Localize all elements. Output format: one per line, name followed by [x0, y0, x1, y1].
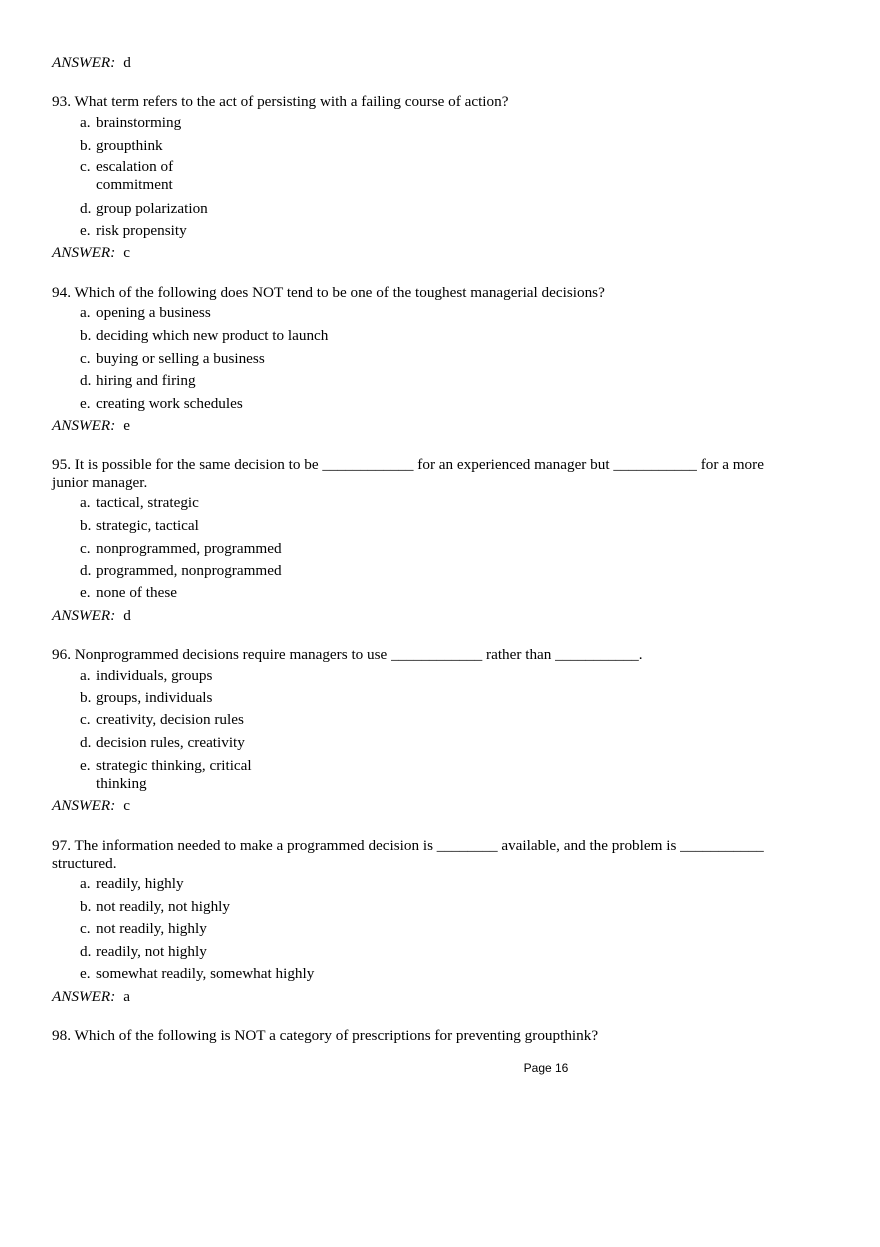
answer-value: d — [123, 54, 131, 71]
answer-label: ANSWER: — [52, 54, 116, 71]
q95-option-e: e. none of these — [80, 584, 177, 601]
q93-option-b: b. groupthink — [80, 137, 163, 154]
answer-95: ANSWER: d — [52, 607, 131, 624]
q96-option-d: d. decision rules, creativity — [80, 734, 245, 751]
q96-option-b: b. groups, individuals — [80, 689, 213, 706]
question-97: 97. The information needed to make a programmed decision is ________ available, and the problem is ___________ structured. — [52, 837, 764, 872]
q96-option-a: a. individuals, groups — [80, 667, 213, 684]
q95-option-c: c. nonprogrammed, programmed — [80, 540, 282, 557]
answer-96: ANSWER: c — [52, 797, 131, 814]
q97-option-e: e. somewhat readily, somewhat highly — [80, 965, 315, 982]
q93-option-d: d. group polarization — [80, 200, 208, 217]
q95-option-a: a. tactical, strategic — [80, 494, 199, 511]
q94-option-a: a. opening a business — [80, 304, 211, 321]
q95-option-d: d. programmed, nonprogrammed — [80, 562, 282, 579]
q93-option-e: e. risk propensity — [80, 222, 187, 239]
q94-option-b: b. deciding which new product to launch — [80, 327, 329, 344]
q93-option-a: a. brainstorming — [80, 114, 182, 131]
page-number: Page 16 — [523, 1061, 569, 1075]
answer-93: ANSWER: c — [52, 244, 131, 261]
q97-option-c: c. not readily, highly — [80, 920, 207, 937]
q93-option-c: c. escalation of commitment — [80, 158, 174, 193]
question-93: 93. What term refers to the act of persisting with a failing course of action? — [52, 93, 509, 110]
q94-option-d: d. hiring and firing — [80, 372, 196, 389]
q97-option-b: b. not readily, not highly — [80, 898, 230, 915]
q97-option-a: a. readily, highly — [80, 875, 184, 892]
question-94: 94. Which of the following does NOT tend to be one of the toughest managerial decisions? — [52, 284, 605, 301]
question-96: 96. Nonprogrammed decisions require managers to use ____________ rather than ___________. — [52, 646, 643, 663]
question-98: 98. Which of the following is NOT a category of prescriptions for preventing groupthink? — [52, 1027, 599, 1044]
q96-option-c: c. creativity, decision rules — [80, 711, 244, 728]
answer-92 — [52, 54, 131, 72]
q95-option-b: b. strategic, tactical — [80, 517, 199, 534]
question-95: 95. It is possible for the same decision to be ____________ for an experienced manager but ___________ for a more junior manager. — [52, 456, 764, 491]
q94-option-c: c. buying or selling a business — [80, 350, 265, 367]
answer-97: ANSWER: a — [52, 988, 131, 1005]
q96-option-e: e. strategic thinking, critical thinking — [80, 757, 252, 792]
answer-94: ANSWER: e — [52, 417, 131, 434]
q97-option-d: d. readily, not highly — [80, 943, 207, 960]
q94-option-e: e. creating work schedules — [80, 395, 243, 412]
